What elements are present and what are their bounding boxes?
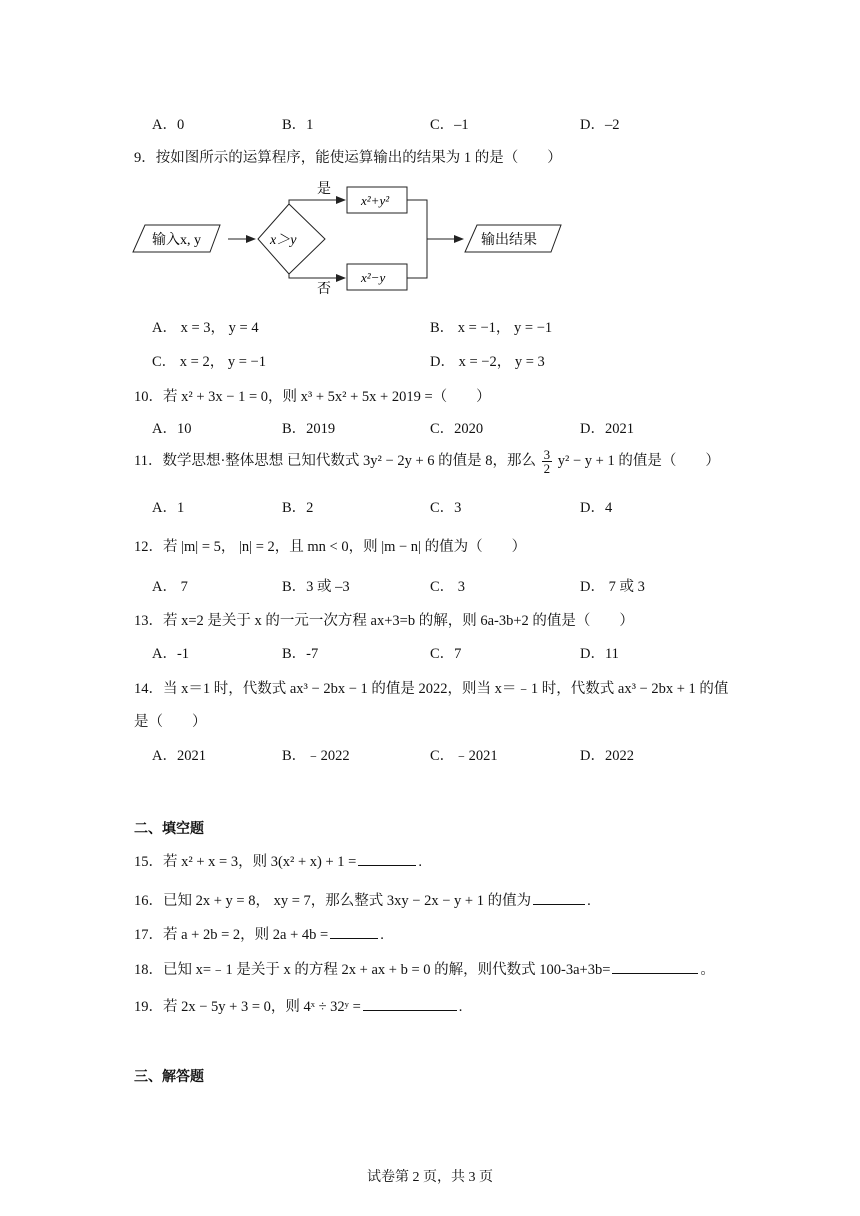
q15 [134,850,422,871]
flow-yes-expr: x²+y² [361,193,390,208]
q11-stem-pre: 11．数学思想·整体思想 已知代数式 3y² − 2y + 6 的值是 8，那么 [134,452,536,469]
q15-end: . [418,854,422,870]
q13-option-c: C．7 [430,646,462,662]
q9-option-c: C． x = 2， y = −1 [152,354,266,370]
q10-option-a: A．10 [152,421,192,437]
q12-option-b: B．3 或 –3 [282,579,350,595]
q17-text: 17．若 a + 2b = 2，则 2a + 4b = [134,927,329,943]
q14-option-b: B．﹣2022 [282,748,350,764]
flow-condition-text: x＞y [270,233,297,248]
q16 [134,889,591,910]
q13-option-b: B．-7 [282,646,319,662]
q11-stem [134,448,720,475]
flow-yes-label: 是 [317,182,331,197]
q19-end: . [458,999,463,1015]
q11-option-d: D．4 [580,500,613,516]
flow-no-path [289,274,345,278]
q19 [134,995,462,1016]
page-footer: 试卷第 2 页，共 3 页 [367,1170,493,1185]
q12-option-a: A． 7 [152,579,188,595]
q11-option-b: B．2 [282,500,314,516]
q19-text: 19．若 2x − 5y + 3 = 0，则 4ˣ ÷ 32ʸ = [134,999,361,1015]
q9-option-b: B． x = −1， y = −1 [430,320,553,336]
q17-end: . [380,927,384,943]
q14-stem-line2: 是（ ） [134,714,207,730]
q15-answer-blank[interactable] [358,851,416,866]
section-fill-in-title: 二、填空题 [134,821,204,837]
flow-no-expr: x²−y [361,270,386,285]
q16-end: . [587,893,591,909]
q11-option-c: C．3 [430,500,462,516]
q11-option-a: A．1 [152,500,185,516]
q11-fraction-numerator: 3 [543,447,551,462]
q12-option-c: C． 3 [430,579,466,595]
q9-option-d: D． x = −2， y = 3 [430,354,545,370]
q11-stem-post: y² − y + 1 的值是（ ） [557,452,720,469]
q10-option-d: D．2021 [580,421,634,437]
q9-stem: 9．按如图所示的运算程序，能使运算输出的结果为 1 的是（ ） [134,150,562,166]
q13-option-a: A．-1 [152,646,190,662]
q13-stem: 13．若 x=2 是关于 x 的一元一次方程 ax+3=b 的解，则 6a-3b+2 的值是（ ） [134,613,634,629]
q8-option-b: B．1 [282,117,314,133]
q9-option-a: A． x = 3， y = 4 [152,320,259,336]
q16-text: 16．已知 2x + y = 8， xy = 7，那么整式 3xy − 2x − y + 1 的值为 [134,893,532,909]
q11-fraction [542,448,553,475]
q14-option-d: D．2022 [580,748,634,764]
q14-stem-line1: 14．当 x＝1 时，代数式 ax³ − 2bx − 1 的值是 2022，则当 x＝﹣1 时，代数式 ax³ − 2bx + 1 的值 [134,681,729,697]
q12-option-d: D． 7 或 3 [580,579,645,595]
flow-no-label: 否 [317,282,331,297]
q8-option-a: A．0 [152,117,185,133]
q17-answer-blank[interactable] [330,924,378,939]
q14-option-a: A．2021 [152,748,206,764]
q10-option-b: B．2019 [282,421,336,437]
q17 [134,923,384,944]
q8-option-d: D．–2 [580,117,620,133]
q15-text: 15．若 x² + x = 3，则 3(x² + x) + 1 = [134,854,357,870]
q16-answer-blank[interactable] [533,890,585,905]
q10-stem: 10．若 x² + 3x − 1 = 0，则 x³ + 5x² + 5x + 2019 =（ ） [134,389,491,405]
q18-text: 18．已知 x=﹣1 是关于 x 的方程 2x + ax + b = 0 的解，则代数式 100-3a+3b= [134,962,611,978]
q11-fraction-denominator: 2 [543,461,551,476]
q18 [134,958,715,979]
q13-option-d: D．11 [580,646,619,662]
q12-stem: 12．若 |m| = 5， |n| = 2，且 mn < 0，则 |m − n| 的值为（ ） [134,539,527,555]
q9-flowchart [125,175,565,300]
q18-end: 。 [700,962,715,978]
flow-merge-path [407,200,427,278]
flow-input-text: 输入x, y [152,233,201,248]
section-solve-title: 三、解答题 [134,1069,204,1085]
q14-option-c: C．﹣2021 [430,748,498,764]
q8-option-c: C．–1 [430,117,469,133]
flow-output-text: 输出结果 [481,233,537,248]
q18-answer-blank[interactable] [612,959,698,974]
q10-option-c: C．2020 [430,421,484,437]
flow-yes-path [289,200,345,204]
q19-answer-blank[interactable] [363,996,457,1011]
